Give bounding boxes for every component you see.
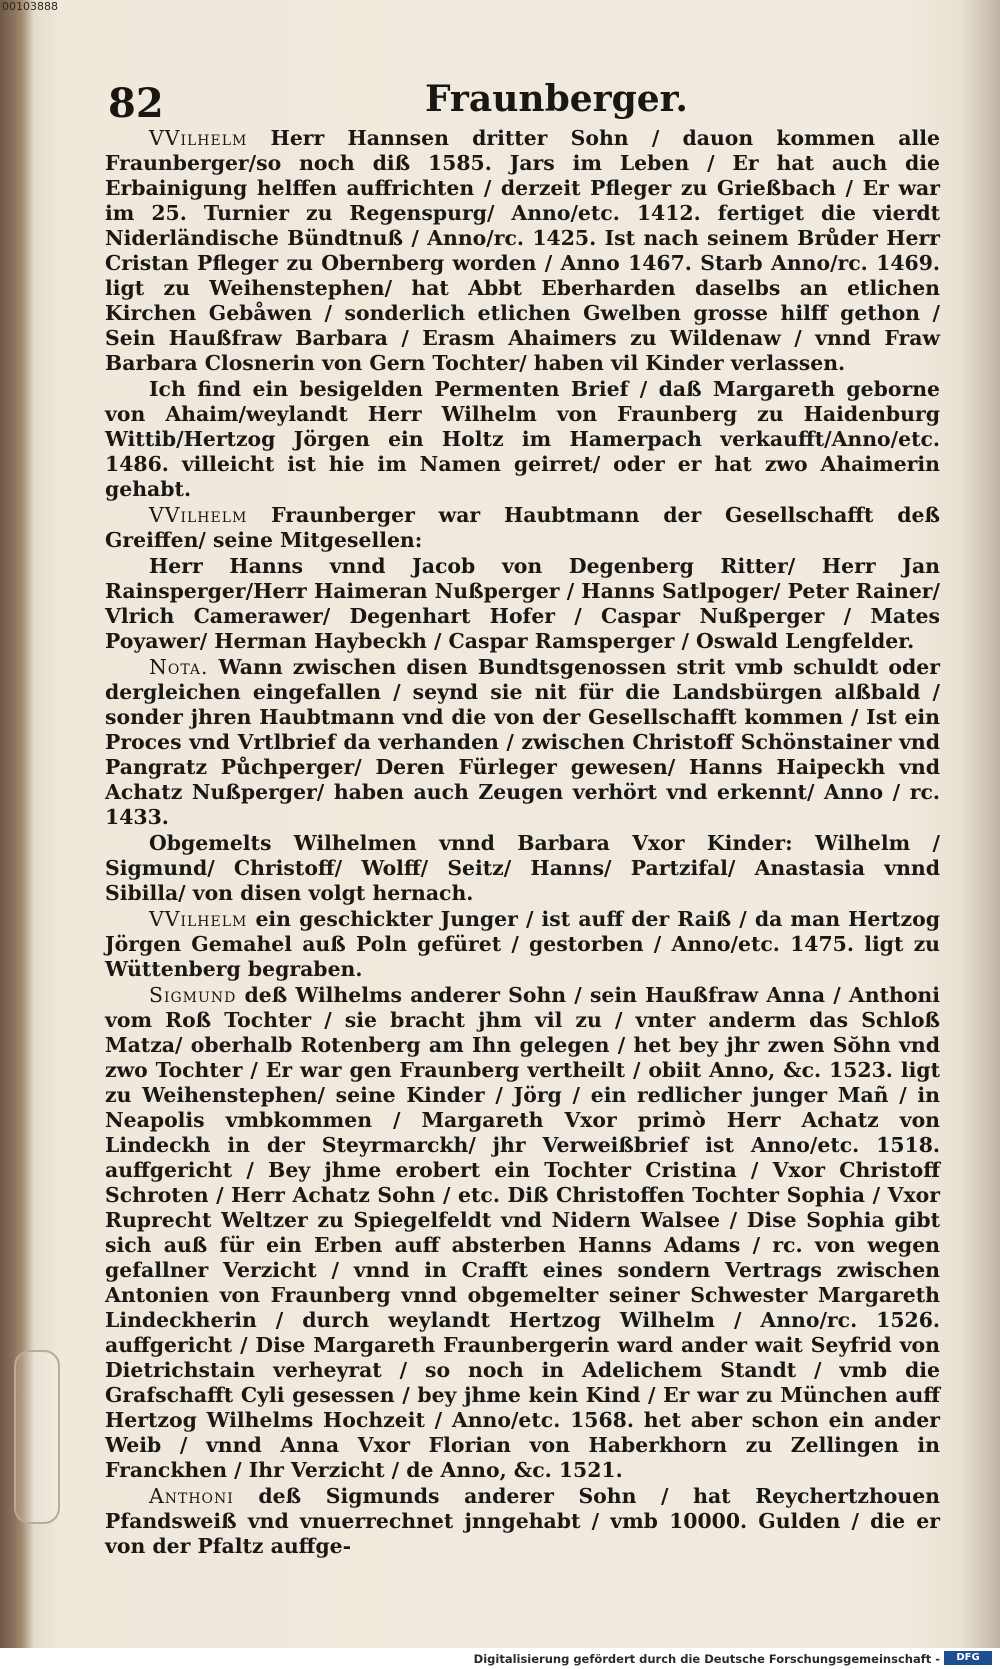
- page-clasp-mark: [14, 1350, 60, 1524]
- paragraph: [105, 503, 940, 553]
- scan-id: 00103888: [2, 0, 58, 13]
- paragraph-lead: Anthoni: [149, 1484, 234, 1508]
- body-text: [105, 126, 940, 1559]
- paragraph: [105, 655, 940, 830]
- paragraph-lead: Sigmund: [149, 983, 237, 1007]
- paragraph-lead: VVilhelm: [149, 907, 248, 931]
- paragraph: [105, 377, 940, 502]
- paragraph-text: deß Sigmunds anderer Sohn / hat Reychertzhouen Pfandsweiß vnd vnuerrechnet jnngehabt / vmb 10000. Gulden / die er von der Pfaltz auffge-: [105, 1484, 940, 1558]
- paragraph: [105, 126, 940, 376]
- paragraph: [105, 831, 940, 906]
- paragraph: [105, 1484, 940, 1559]
- page-number: 82: [108, 80, 164, 127]
- paragraph-text: Ich find ein besigelden Permenten Brief / daß Margareth geborne von Ahaim/weylandt Herr Wilhelm von Fraunberg zu Haidenburg Wittib/Hertzog Jörgen ein Holtz im Hamerpach verkaufft/Anno/etc. 1486. villeicht ist hie im Namen geirret/ oder er hat zwo Ahaimerin gehabt.: [105, 377, 940, 501]
- paragraph: [105, 983, 940, 1483]
- paragraph-text: ein geschickter Junger / ist auff der Raiß / da man Hertzog Jörgen Gemahel auß Poln gefüret / gestorben / Anno/etc. 1475. ligt zu Wüttenberg begraben.: [105, 907, 940, 981]
- paragraph-lead: VVilhelm: [149, 503, 248, 527]
- paragraph-lead: Nota.: [149, 655, 209, 679]
- paragraph-text: Herr Hanns vnnd Jacob von Degenberg Ritter/ Herr Jan Rainsperger/Herr Haimeran Nußperger / Hanns Satlpoger/ Peter Rainer/ Vlrich Camerawer/ Degenhart Hofer / Caspar Nußperger / Mates Poyawer/ Herman Haybeckh / Caspar Ramsperger / Oswald Lengfelder.: [105, 554, 940, 653]
- paragraph: [105, 907, 940, 982]
- paragraph-text: deß Wilhelms anderer Sohn / sein Haußfraw Anna / Anthoni vom Roß Tochter / sie bracht jhm vil zu / vnter anderm das Schloß Matza/ oberhalb Rotenberg am Ihn gelegen / het bey jhr zwen Sŏhn vnd zwo Tochter / Er war gen Fraunberg vertheilt / obiit Anno, &c. 1523. ligt zu Weihenstephen/ seine Kinder / Jörg / ein redlicher junger Mañ / in Neapolis vmbkommen / Margareth Vxor primò Herr Achatz von Lindeckh in der Steyrmarckh/ jhr Verweißbrief ist Anno/etc. 1518. auffgericht / Bey jhme erobert ein Tochter Cristina / Vxor Christoff Schroten / Herr Achatz Sohn / etc. Diß Christoffen Tochter Sophia / Vxor Ruprecht Weltzer zu Spiegelfeldt vnd Nidern Walsee / Dise Sophia gibt sich auß für ein Erben auff absterben Hanns Adams / rc. von wegen gefallner Verzicht / vnnd in Crafft eines sondern Vertrags zwischen Antonien von Fraunberg vnnd obgemelter seiner Schwester Margareth Lindeckherin / durch weylandt Hertzog Wilhelm / Anno/rc. 1526. auffgericht / Dise Margareth Fraunbergerin ward ander wait Seyfrid von Dietrichstain verheyrat / so noch in Adelichem Standt / vmb die Grafschafft Cyli gesessen / bey jhme kein Kind / Er war zu München auff Hertzog Wilhelms Hochzeit / Anno/etc. 1568. het aber schon ein ander Weib / vnnd Anna Vxor Florian von Haberkhorn zu Zellingen in Franckhen / Ihr Verzicht / de Anno, &c. 1521.: [105, 983, 940, 1482]
- funding-notice: Digitalisierung gefördert durch die Deutsche Forschungsgemeinschaft -: [473, 1652, 940, 1666]
- dfg-logo: DFG: [944, 1651, 992, 1665]
- printed-page: [105, 70, 940, 1558]
- digitization-footer: [0, 1648, 1000, 1669]
- running-head: Fraunberger.: [425, 78, 688, 120]
- paragraph: [105, 554, 940, 654]
- paragraph-lead: VVilhelm: [149, 126, 248, 150]
- paragraph-text: Obgemelts Wilhelmen vnnd Barbara Vxor Kinder: Wilhelm / Sigmund/ Christoff/ Wolff/ Seitz/ Hanns/ Partzifal/ Anastasia vnnd Sibilla/ von disen volgt hernach.: [105, 831, 940, 905]
- page-header: [105, 70, 940, 126]
- paragraph-text: Fraunberger war Haubtmann der Gesellschafft deß Greiffen/ seine Mitgesellen:: [105, 503, 940, 552]
- paragraph-text: Wann zwischen disen Bundtsgenossen strit vmb schuldt oder dergleichen eingefallen / seynd sie nit für die Landsbürgen alßbald / sonder jhren Haubtmann vnd die von der Gesellschafft kommen / Ist ein Proces vnd Vrtlbrief da verhanden / zwischen Christoff Schönstainer vnd Pangratz Půchperger/ Deren Fürleger gewesen/ Hanns Haipeckh vnd Achatz Nußperger/ haben auch Zeugen verhört vnd erkennt/ Anno / rc. 1433.: [105, 655, 940, 829]
- paragraph-text: Herr Hannsen dritter Sohn / dauon kommen alle Fraunberger/so noch diß 1585. Jars im Leben / Er hat auch die Erbainigung helffen auffrichten / derzeit Pfleger zu Grießbach / Er war im 25. Turnier zu Regenspurg/ Anno/etc. 1412. fertiget die vierdt Niderländische Bündtnuß / Anno/rc. 1425. Ist nach seinem Brůder Herr Cristan Pfleger zu Obernberg worden / Anno 1467. Starb Anno/rc. 1469. ligt zu Weihenstephen/ hat Abbt Eberharden daselbs an etlichen Kirchen Gebåwen / sonderlich etlichen Gwelben grosse hilff gethon / Sein Haußfraw Barbara / Erasm Ahaimers zu Wildenaw / vnnd Fraw Barbara Closnerin von Gern Tochter/ haben vil Kinder verlassen.: [105, 126, 940, 375]
